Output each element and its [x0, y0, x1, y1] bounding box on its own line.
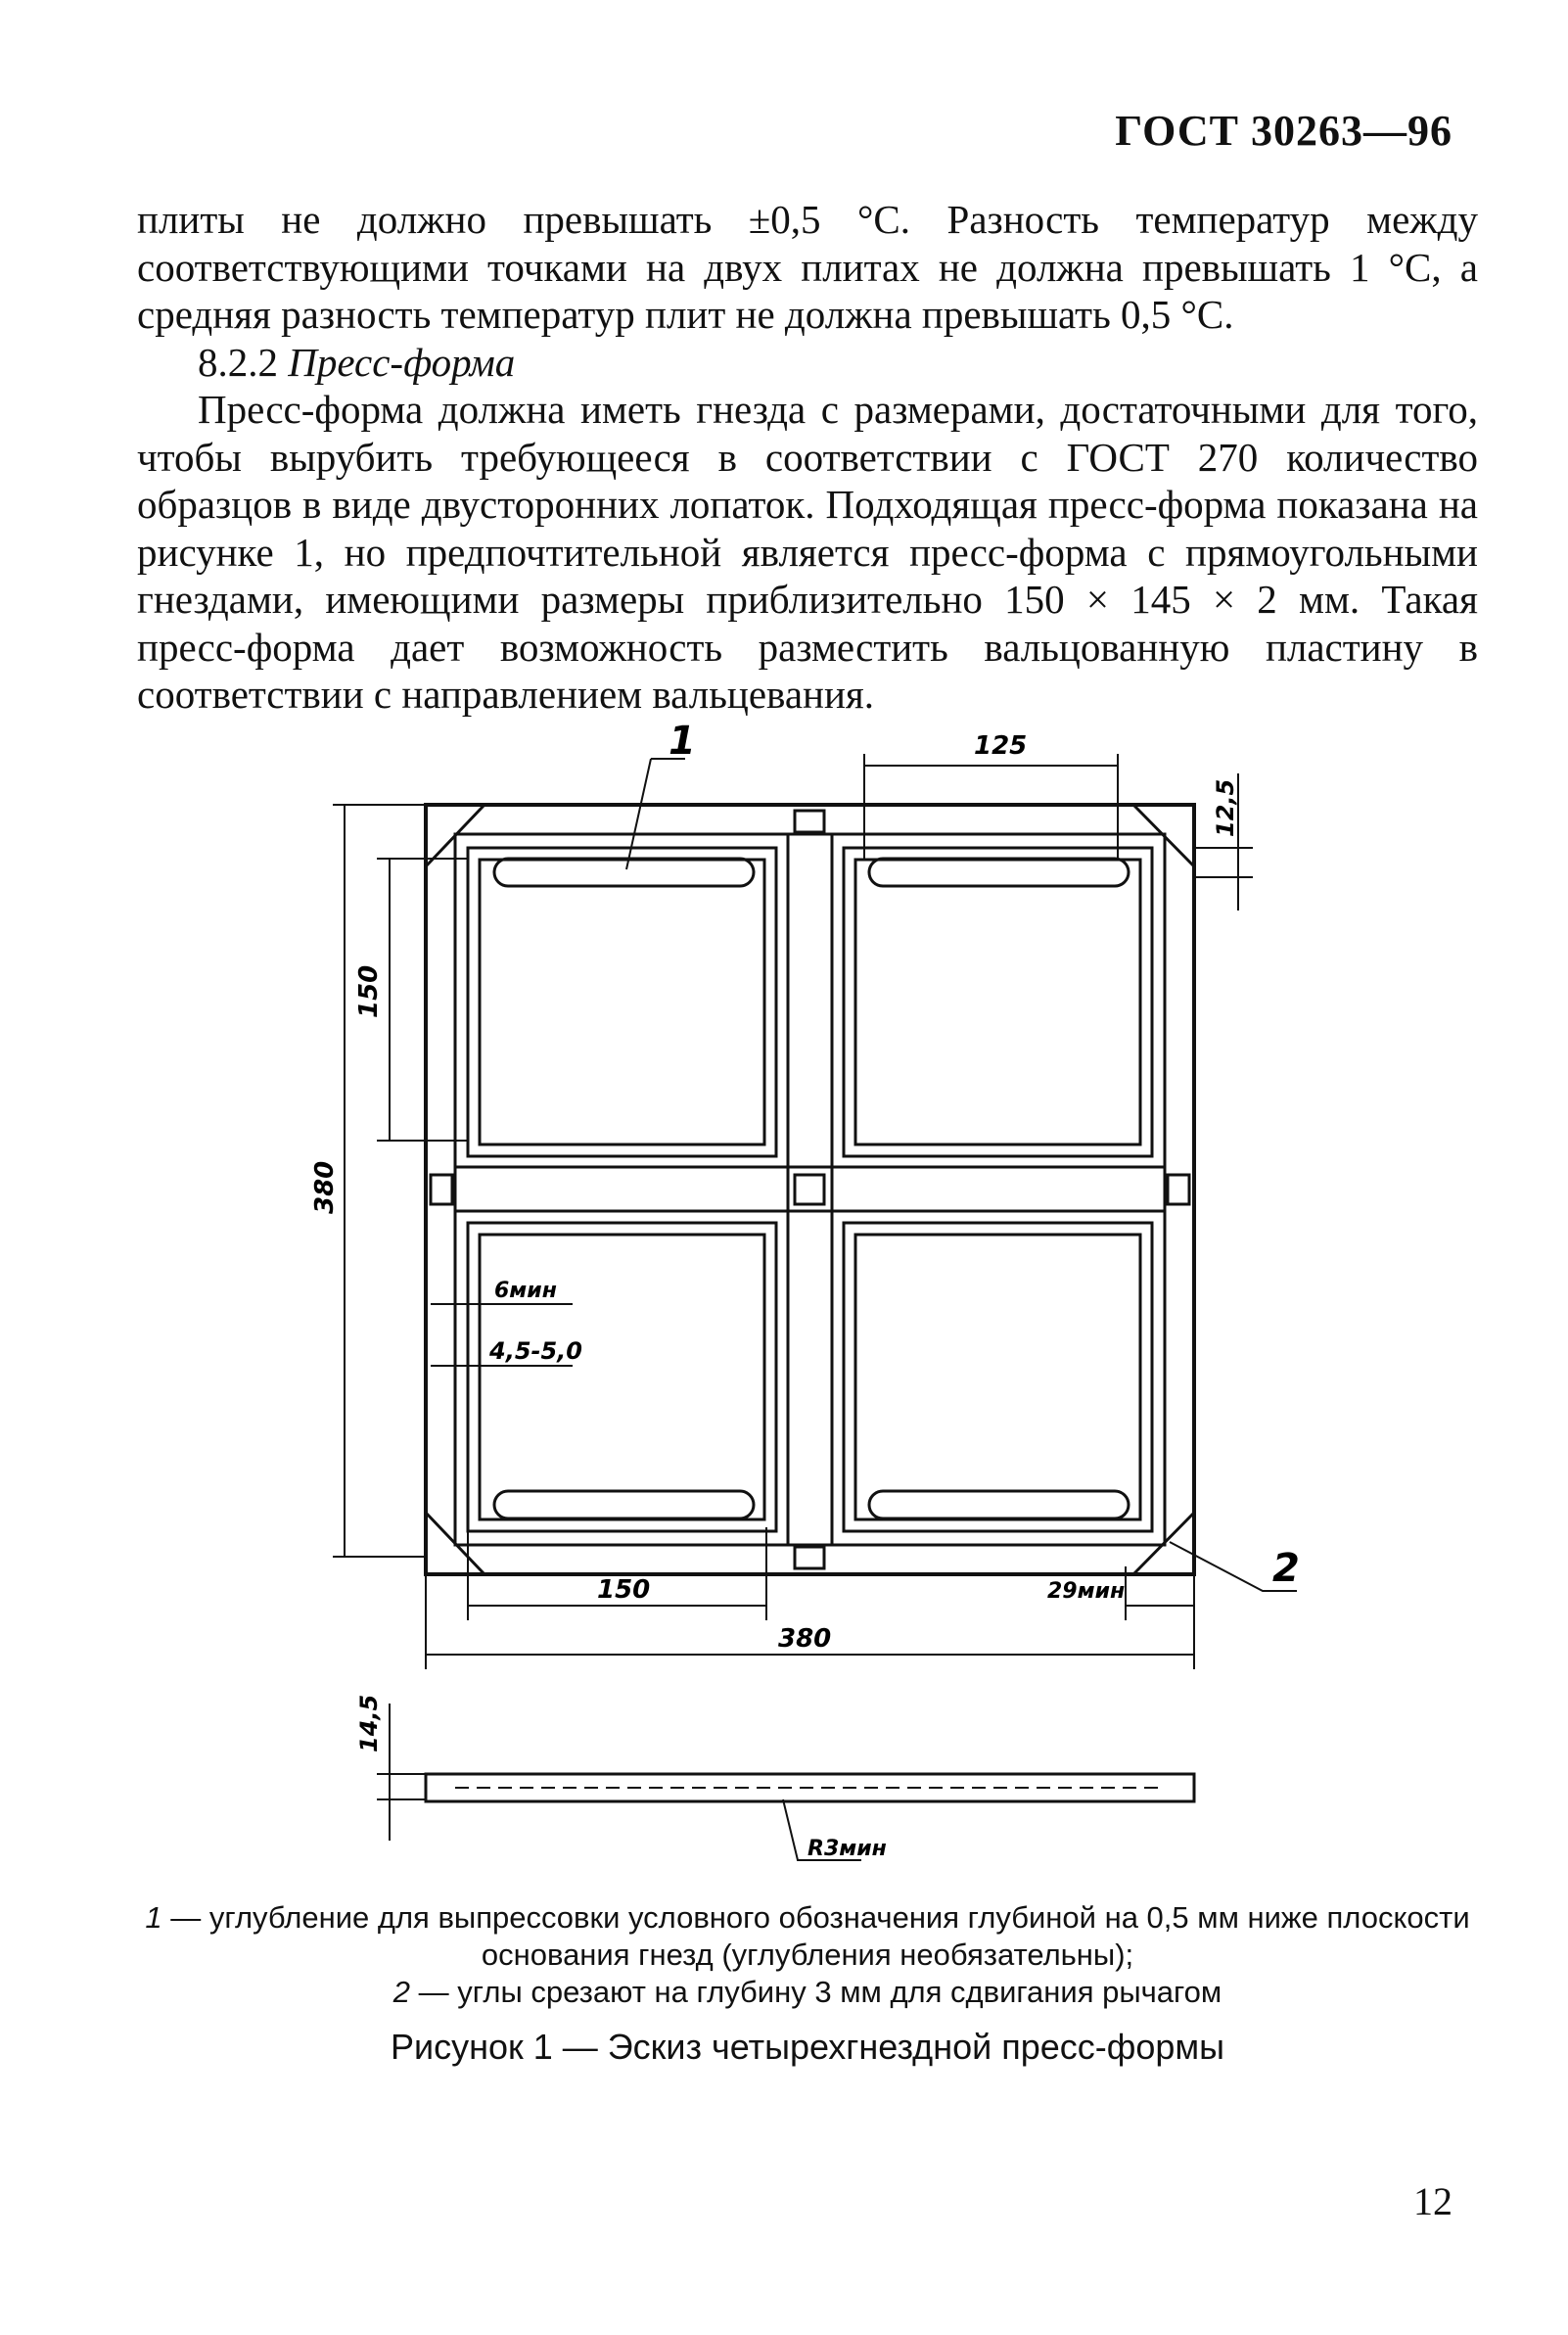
right-node	[1168, 1175, 1189, 1204]
callout-1-leader	[626, 759, 685, 869]
dim-380-left-line	[333, 805, 426, 1557]
callout-1-label: 1	[669, 719, 696, 764]
center-node	[795, 1175, 824, 1204]
dim-380-bottom-label: 380	[778, 1624, 832, 1654]
left-node	[431, 1175, 452, 1204]
cavity-top-left	[468, 848, 776, 1156]
dim-125-label: 125	[974, 731, 1028, 761]
document-code-header: ГОСТ 30263—96	[1115, 107, 1453, 155]
legend-item-1	[137, 1899, 1478, 1974]
dim-6min-label: 6мин	[494, 1279, 557, 1303]
legend-item-1-text: — углубление для выпрессовки условного обозначения глубиной на 0,5 мм ниже плоскости основания гнезд (углубления необязательны);	[161, 1900, 1470, 1972]
top-node	[795, 811, 824, 832]
dim-14-5-line	[377, 1704, 426, 1841]
figure-legend	[137, 1899, 1478, 2011]
dim-14-5-label: 14,5	[355, 1694, 383, 1752]
marking-recess-tl	[494, 859, 754, 886]
legend-item-2	[137, 1974, 1478, 2011]
legend-item-2-number: 2	[392, 1975, 411, 2009]
dim-29min-label: 29мин	[1047, 1579, 1126, 1604]
legend-item-1-number: 1	[145, 1900, 162, 1935]
legend-item-2-text: — углы срезают на глубину 3 мм для сдвигания рычагом	[410, 1975, 1222, 2009]
section-number: 8.2.2	[198, 339, 278, 385]
callout-2-label: 2	[1272, 1546, 1300, 1591]
dim-380-left-label: 380	[310, 1160, 340, 1214]
paragraph-temperature: плиты не должно превышать ±0,5 °С. Разность температур между соответствующими точками на двух плитах не должна превышать 1 °С, а средняя разность температур плит не должна превышать 0,5 °С.	[137, 197, 1478, 337]
dim-45-label: 4,5-5,0	[489, 1337, 582, 1365]
radius-label: R3мин	[807, 1837, 887, 1861]
section-title: Пресс-форма	[288, 339, 516, 385]
paragraph-press-form: Пресс-форма должна иметь гнезда с размерами, достаточными для того, чтобы вырубить требующееся в соответствии с ГОСТ 270 количество образцов в виде двусторонних лопаток. Подходящая пресс-форма показана на рисунке 1, но предпочтительной является пресс-форма с прямоугольными гнездами, имеющими размеры приблизительно 150 × 145 × 2 мм. Такая пресс-форма дает возможность разместить вальцованную пластину в соответствии с направлением вальцевания.	[137, 387, 1478, 717]
marking-recess-tr	[869, 859, 1129, 886]
figure-caption: Рисунок 1 — Эскиз четырехгнездной пресс-формы	[390, 2027, 1225, 2067]
cavity-top-right	[844, 848, 1152, 1156]
dim-150-bottom-label: 150	[597, 1575, 651, 1605]
marking-recess-br	[869, 1491, 1129, 1518]
cavity-bottom-left	[468, 1223, 776, 1531]
dim-150-left-label: 150	[354, 964, 384, 1018]
plate-outline	[426, 805, 1194, 1574]
dim-12-5-label: 12,5	[1212, 778, 1239, 837]
inner-frame	[455, 834, 1165, 1545]
cavity-bottom-right	[844, 1223, 1152, 1531]
marking-recess-bl	[494, 1491, 754, 1518]
page-number: 12	[1413, 2179, 1453, 2223]
bottom-node	[795, 1547, 824, 1568]
